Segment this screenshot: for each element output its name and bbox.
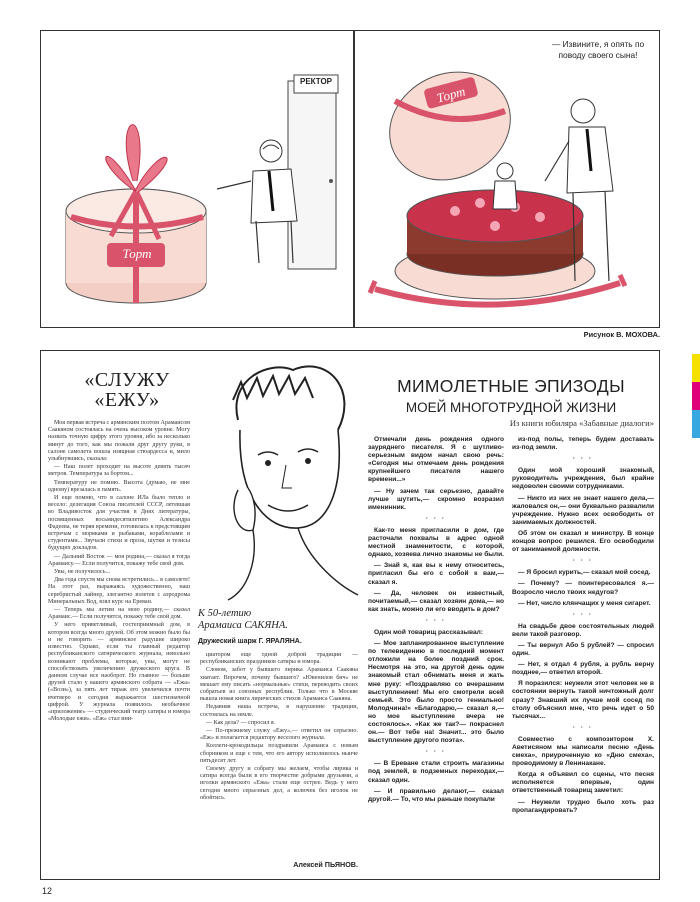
episode-paragraph: Отмечали день рождения одного зауряднего писателя. Я с шутливо-серьезным видом начал свою речь: «Сегодня мы отмечаем день рождения крупнейшего писателя нашего времени...»: [368, 436, 504, 484]
episode-paragraph: из-под полы, теперь будем доставать из-под земли.: [512, 436, 654, 452]
article-paragraph: Два года спустя мы снова встретились... в самолете! На этот раз, выражаясь художественно, наш серебристый лайнер, элегантно взлетев с аэродрома Минеральных Вод, взял курс на Ереван.: [48, 577, 190, 605]
cake-label: Торт: [122, 246, 152, 261]
episode-paragraph: — Ну зачем так серьезно, давайте лучше шутить,— скромно возразил именинник.: [368, 487, 504, 511]
episode-paragraph: — Нет, число клянчащих у меня сигарет.: [518, 599, 651, 607]
article-paragraph: Моя первая встреча с армянским поэтом Арамаисом Саакяном состоялась на очень высоком уровне. Могу назвать точную цифру этого уровня, ибо за несколько минут до того, как мы пожали друг другу руки, в салоне самолета вошла изящная стюардесса и, мило улыбнувшись, сказала:: [48, 420, 190, 463]
article-paragraph: — Как дела? — спросил я.: [206, 719, 276, 726]
cartoon-panel-left: [40, 30, 354, 328]
episode-separator: · · ·: [572, 610, 594, 618]
episode-paragraph: — Нет, я отдал 4 рубля, а рубль верну позднее,— ответил второй.: [512, 661, 654, 677]
episode-separator: · · ·: [425, 616, 447, 624]
episode-paragraph: — Ты вернул Або 5 рублей? — спросил один.: [512, 641, 654, 658]
episode-separator: · · ·: [425, 748, 447, 756]
article-paragraph: Своему другу и собрату мы желаем, чтобы лирика и сатира всегда были в его творчестве добрыми друзьями, а иголки армянского «Ежа» стали еще острее. Ведь у него сегодня много серьезных дел, а колючек без иголок не обойтись.: [200, 766, 358, 801]
dedication-line-1: К 50-летию: [198, 608, 252, 619]
cartoon-left-drawing: [41, 31, 353, 327]
article-paragraph: циатором еще одной доброй традиции — республиканских праздников сатиры и юмора.: [200, 652, 358, 666]
episode-separator: · · ·: [572, 557, 594, 565]
color-strip-yellow: [692, 354, 700, 382]
color-strip-magenta: [692, 382, 700, 410]
episode-paragraph: — Знай я, как вы к нему относитесь, пригласил бы его с собой к вам,— сказал я.: [368, 562, 504, 586]
dedication-line-2: Арамаиса САКЯНА.: [198, 620, 288, 631]
article-paragraph: Коллеги-крокодильцы поздравили Арамаиса с новым сборником и еще с тем, что его автору исполнилось нынче пятьдесят лет.: [200, 743, 358, 764]
page-number: 12: [42, 886, 53, 896]
article-left-body: [48, 420, 190, 875]
episode-separator: · · ·: [425, 514, 447, 522]
episode-paragraph: Когда я объявил со сцены, что песня исполняется впервые, один ответственный товарищ заметил:: [512, 771, 654, 795]
caricature-drawing: [198, 360, 363, 605]
title-line-2: «ЕЖУ»: [94, 389, 160, 411]
episode-paragraph: Один мой товарищ рассказывал:: [374, 628, 484, 636]
article-paragraph: Недавняя наша встреча, в нарушение традиции, состоялась на земле.: [200, 704, 358, 718]
caricature-credit: Дружеский шарж Г. ЯРАЛЯНА.: [198, 638, 302, 645]
article-paragraph: Увы, не получилось...: [54, 569, 111, 576]
episode-paragraph: — Да, человек он известный, почитаемый,— сказал хозяин дома,— но как знать, можно ли его вводить в дом?: [368, 589, 504, 613]
episode-paragraph: — Мое запланированное выступление по телевидению в последний момент отложили на более поздний срок. Несмотря на это, на другой день один знакомый стал обнимать меня и жать мне руку: «Поздравляю со вчерашним выступлением! Мы его смотрели всей семьей. Это было просто гениально! Молодчина!» «Благодарю,— сказал я,— но мое выступление вчера не состоялось». «Как же так?— покраснел он.— Вот тебе на! Значит... это было выступление другого поэта».: [368, 640, 504, 745]
lid-label: Торт: [434, 83, 467, 106]
episode-paragraph: Об этом он сказал и министру. В конце концов вопрос решился. Его освободили от занимаемой должности.: [512, 529, 654, 554]
cartoon-credit: Рисунок В. МОХОВА.: [583, 330, 660, 339]
article-paragraph: У него приветливый, гостеприимный дом, в котором всегда много друзей. Об этом можно было бы и не говорить — армянское радушие широко известно. Однако, если ты главный редактор республиканского сатирического журнала, невольно возникают проблемы, которые, увы, могут не способствовать увеличению дружеского круга. В данном случае все наоборот. Но главное — больше друзей стало у вашего армянского собрата — «Ежа» («Вози»), за пять лет тираж его увеличился почти вчетверо и сегодня выражается шестизначной цифрой. У журнала появилось необычное «приложение» — студенческий театр сатиры и юмора «Молодые ежи». «Еж» стал ини-: [48, 622, 190, 723]
color-strip-cyan: [692, 410, 700, 438]
episodes-source: Из книги юбиляра «Забавные диалоги»: [509, 418, 654, 428]
article-paragraph: — По-прежнему служу «Ежу»,— ответил он серьезно. «Еж» и полагается редактору веселого журнала.: [200, 728, 358, 742]
episode-paragraph: На свадьбе двое состоятельных людей вели такой разговор.: [512, 622, 654, 638]
article-paragraph: Температуру не помню. Высота (думаю, не мне одному) врезалась в память.: [48, 479, 190, 493]
author-signature: Алексей ПЬЯНОВ.: [293, 860, 358, 869]
dedication: [198, 608, 358, 632]
episode-paragraph: — В Ереване стали строить магазины под землей, в подземных переходах,— сказал один.: [368, 760, 504, 784]
article-paragraph: И еще помню, что в салоне ИЛа было тепло и весело: делегация Союза писателей СССР, летевшая во Владивосток для участия в Днях литературы, посвященных восьмидесятилетию Александра Фадеева, не теряя времени, готовилась к предстоящим встречам с моряками и рыбаками, кораблелами и студентами... Звучали стихи и проза, шутки и тезисы будущих докладов.: [48, 495, 190, 552]
article-paragraph: — Теперь мы летим на мою родину,— сказал Арамаис.— Если получится, покажу тебе свой дом.: [48, 607, 190, 621]
cartoon-right-drawing: [355, 31, 659, 327]
episode-paragraph: Один мой хороший знакомый, руководитель учреждения, был крайне недоволен своими сотрудниками.: [512, 467, 654, 491]
episode-separator: · · ·: [572, 723, 594, 731]
article-title: [72, 370, 182, 410]
episode-paragraph: Как-то меня пригласили в дом, где расточали похвалы в адрес одной местной знаменитости, с которой, однако, хозяева лично знакомы не были.: [368, 526, 504, 559]
door-sign: РЕКТОР: [300, 77, 332, 86]
episode-paragraph: — Неужели трудно было хоть раз пропагандировать?: [512, 798, 654, 814]
episode-paragraph: — Я бросил курить,— сказал мой сосед.: [518, 569, 651, 577]
episodes-column-1: [368, 436, 504, 876]
episode-paragraph: Совместно с композитором Х. Аветисяном мы написали песню «День смеха», приуроченную ко «Дню смеха», проводимому в Ленинакане.: [512, 735, 654, 768]
article-paragraph: Словом, забот у бывшего лирика Арамаиса Саакяна хватает. Впрочем, почему бывшего? «Ювенилов бич» не мешает ему писать «нормальные» стихи, переводить своих собратьев из союзных республик. Только что в Москве вышла новая книга лирических стихов Арамаиса Саакяна.: [200, 667, 358, 703]
episode-paragraph: — И правильно делают,— сказал другой.— То, что мы раньше покупали: [368, 787, 504, 803]
episode-paragraph: — Никто из них не знает нашего дела,— жаловался он,— они буквально развалили учреждение. Нужно всех освободить от занимаемых должностей.: [512, 494, 654, 526]
episodes-subtitle: МОЕЙ МНОГОТРУДНОЙ ЖИЗНИ: [405, 400, 617, 415]
episodes-title: МИМОЛЕТНЫЕ ЭПИЗОДЫ: [397, 376, 625, 396]
article-middle-body: [200, 652, 358, 857]
cartoon-panel-right: [354, 30, 660, 328]
episode-paragraph: Я поразился: неужели этот человек не в состоянии вернуть такой ничтожный долг сразу? Знавший их лучше мой сосед по столу объяснил мне, что речь идет о 50 тысячах...: [512, 680, 654, 720]
title-line-1: «СЛУЖУ: [84, 369, 170, 391]
episodes-column-2: [512, 436, 654, 876]
speech-caption: — Извините, я опять по поводу своего сына!: [551, 39, 645, 60]
episode-separator: · · ·: [572, 455, 594, 463]
article-paragraph: — Наш полет проходит на высоте девять тысяч метров. Температура за бортом...: [48, 464, 190, 478]
article-paragraph: — Дальний Восток — моя родина,— сказал я тогда Арамаису.— Если получится, покажу тебе свой дом.: [48, 553, 190, 567]
episode-paragraph: — Почему? — поинтересовался я.— Возросло число твоих недугов?: [512, 580, 654, 596]
